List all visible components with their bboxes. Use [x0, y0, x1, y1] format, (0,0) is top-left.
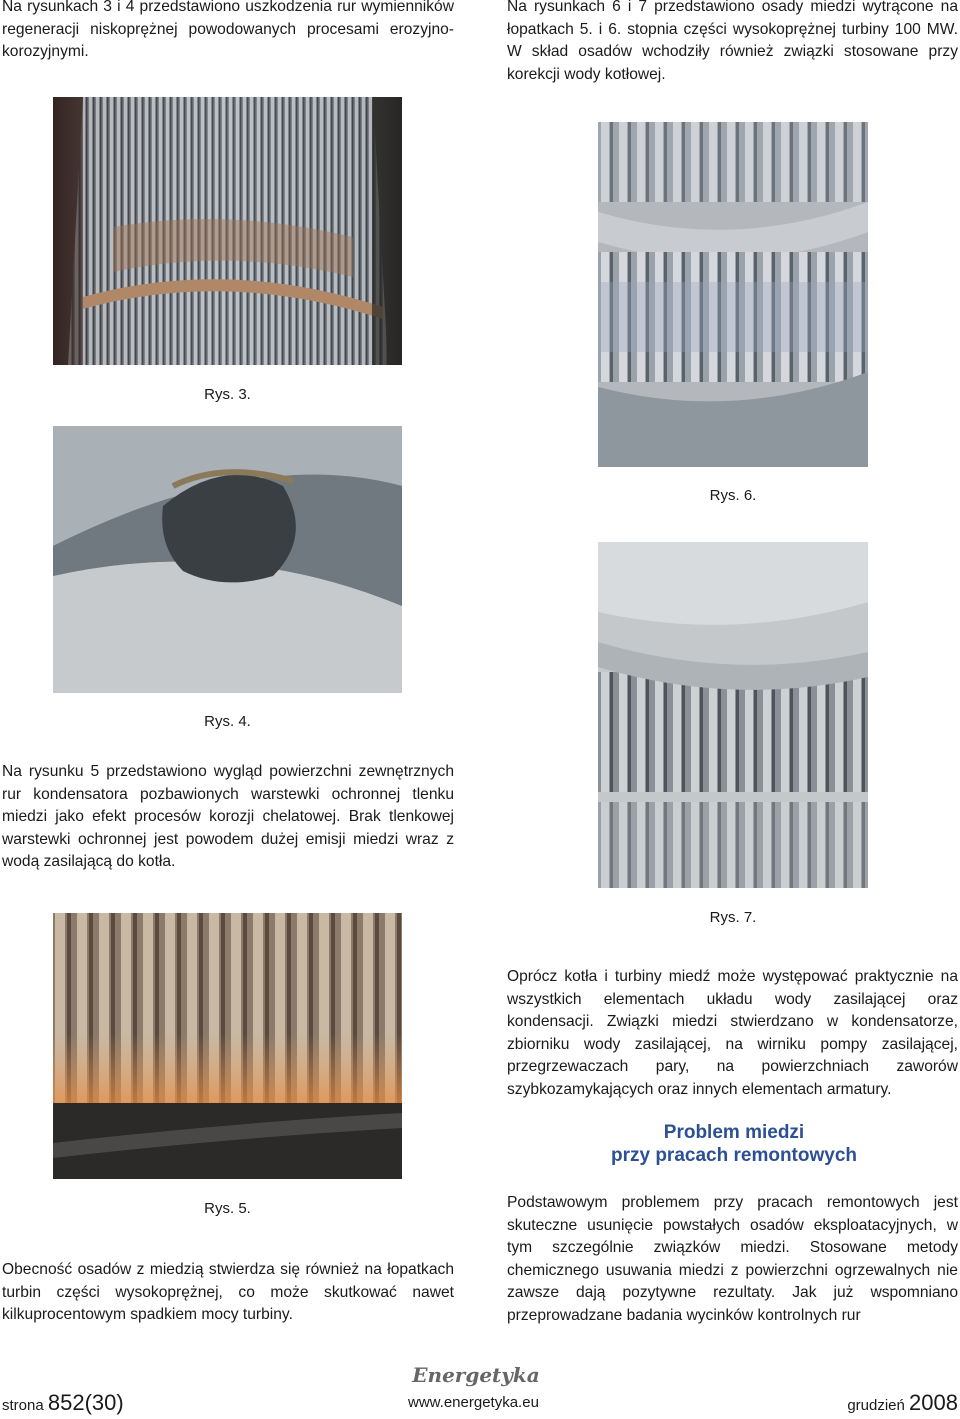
figure-4-photo	[53, 426, 402, 693]
footer-page-prefix: strona	[2, 1397, 44, 1414]
footer-page-number: 852(30)	[47, 1390, 124, 1415]
footer-website[interactable]	[408, 1390, 539, 1416]
right-paragraph-3: Podstawowym problemem przy pracach remontowych jest skuteczne usunięcie powstałych osadów eksploatacyjnych, w tym szczególnie związków miedzi. Stosowane metody chemicznego usuwania miedzi z powierzchni ogrzewalnych nie zawsze dają pozytywne rezultaty. Jak już wspomniano przeprowadzane badania wycinków kontrolnych rur	[507, 1194, 958, 1324]
section-heading-line-1: Problem miedzi	[663, 1122, 805, 1143]
left-intro-paragraph: Na rysunkach 3 i 4 przedstawiono uszkodzenia rur wymienników regeneracji niskoprężnej powodowanych procesami erozyjno-korozyjnymi.	[2, 0, 454, 61]
section-heading	[510, 1121, 958, 1167]
figure-6-caption: Rys. 6.	[709, 487, 757, 504]
footer-page	[2, 1390, 124, 1419]
figure-7-caption: Rys. 7.	[709, 909, 757, 926]
figure-5-description-paragraph: Na rysunku 5 przedstawiono wygląd powierzchni zewnętrznych rur kondensatora pozbawionych warstewki ochronnej tlenku miedzi jako efekt procesów korozji chelatowej. Brak tlenkowej warstewki ochronnej jest powodem dużej emisji miedzi wraz z wodą zasilającą do kotła.	[2, 763, 454, 871]
footer-website-link[interactable]: www.energetyka.eu	[408, 1394, 539, 1411]
figure-4-caption: Rys. 4.	[204, 713, 251, 730]
figure-5-caption: Rys. 5.	[204, 1200, 251, 1217]
figure-5-photo	[53, 913, 402, 1179]
section-heading-line-2: przy pracach remontowych	[610, 1145, 858, 1166]
figure-3-photo	[53, 97, 402, 365]
figure-3-caption: Rys. 3.	[204, 386, 251, 403]
energetyka-logo	[412, 1360, 540, 1390]
left-outro-paragraph: Obecność osadów z miedzią stwierdza się również na łopatkach turbin części wysokoprężnej, co może skutkować nawet kilkuprocentowym spadkiem mocy turbiny.	[2, 1261, 454, 1324]
footer-year: 2008	[909, 1390, 958, 1415]
logo-text: Energetyka	[412, 1363, 540, 1387]
figure-6-photo	[598, 122, 868, 467]
right-intro-paragraph: Na rysunkach 6 i 7 przedstawiono osady miedzi wytrącone na łopatkach 5. i 6. stopnia części wysokoprężnej turbiny 100 MW. W skład osadów wchodziły również związki stosowane przy korekcji wody kotłowej.	[507, 0, 958, 83]
footer-date	[847, 1390, 958, 1419]
footer-month: grudzień	[847, 1397, 905, 1414]
figure-7-photo	[598, 542, 868, 888]
right-paragraph-2: Oprócz kotła i turbiny miedź może występować praktycznie na wszystkich elementach układu wody zasilającej oraz kondensacji. Związki miedzi stwierdzano w kondensatorze, zbiorniku wody zasilającej, na wirniku pompy zasilającej, przegrzewaczach pary, na powierzchniach zaworów szybkozamykających oraz innych elementach armatury.	[507, 968, 958, 1098]
